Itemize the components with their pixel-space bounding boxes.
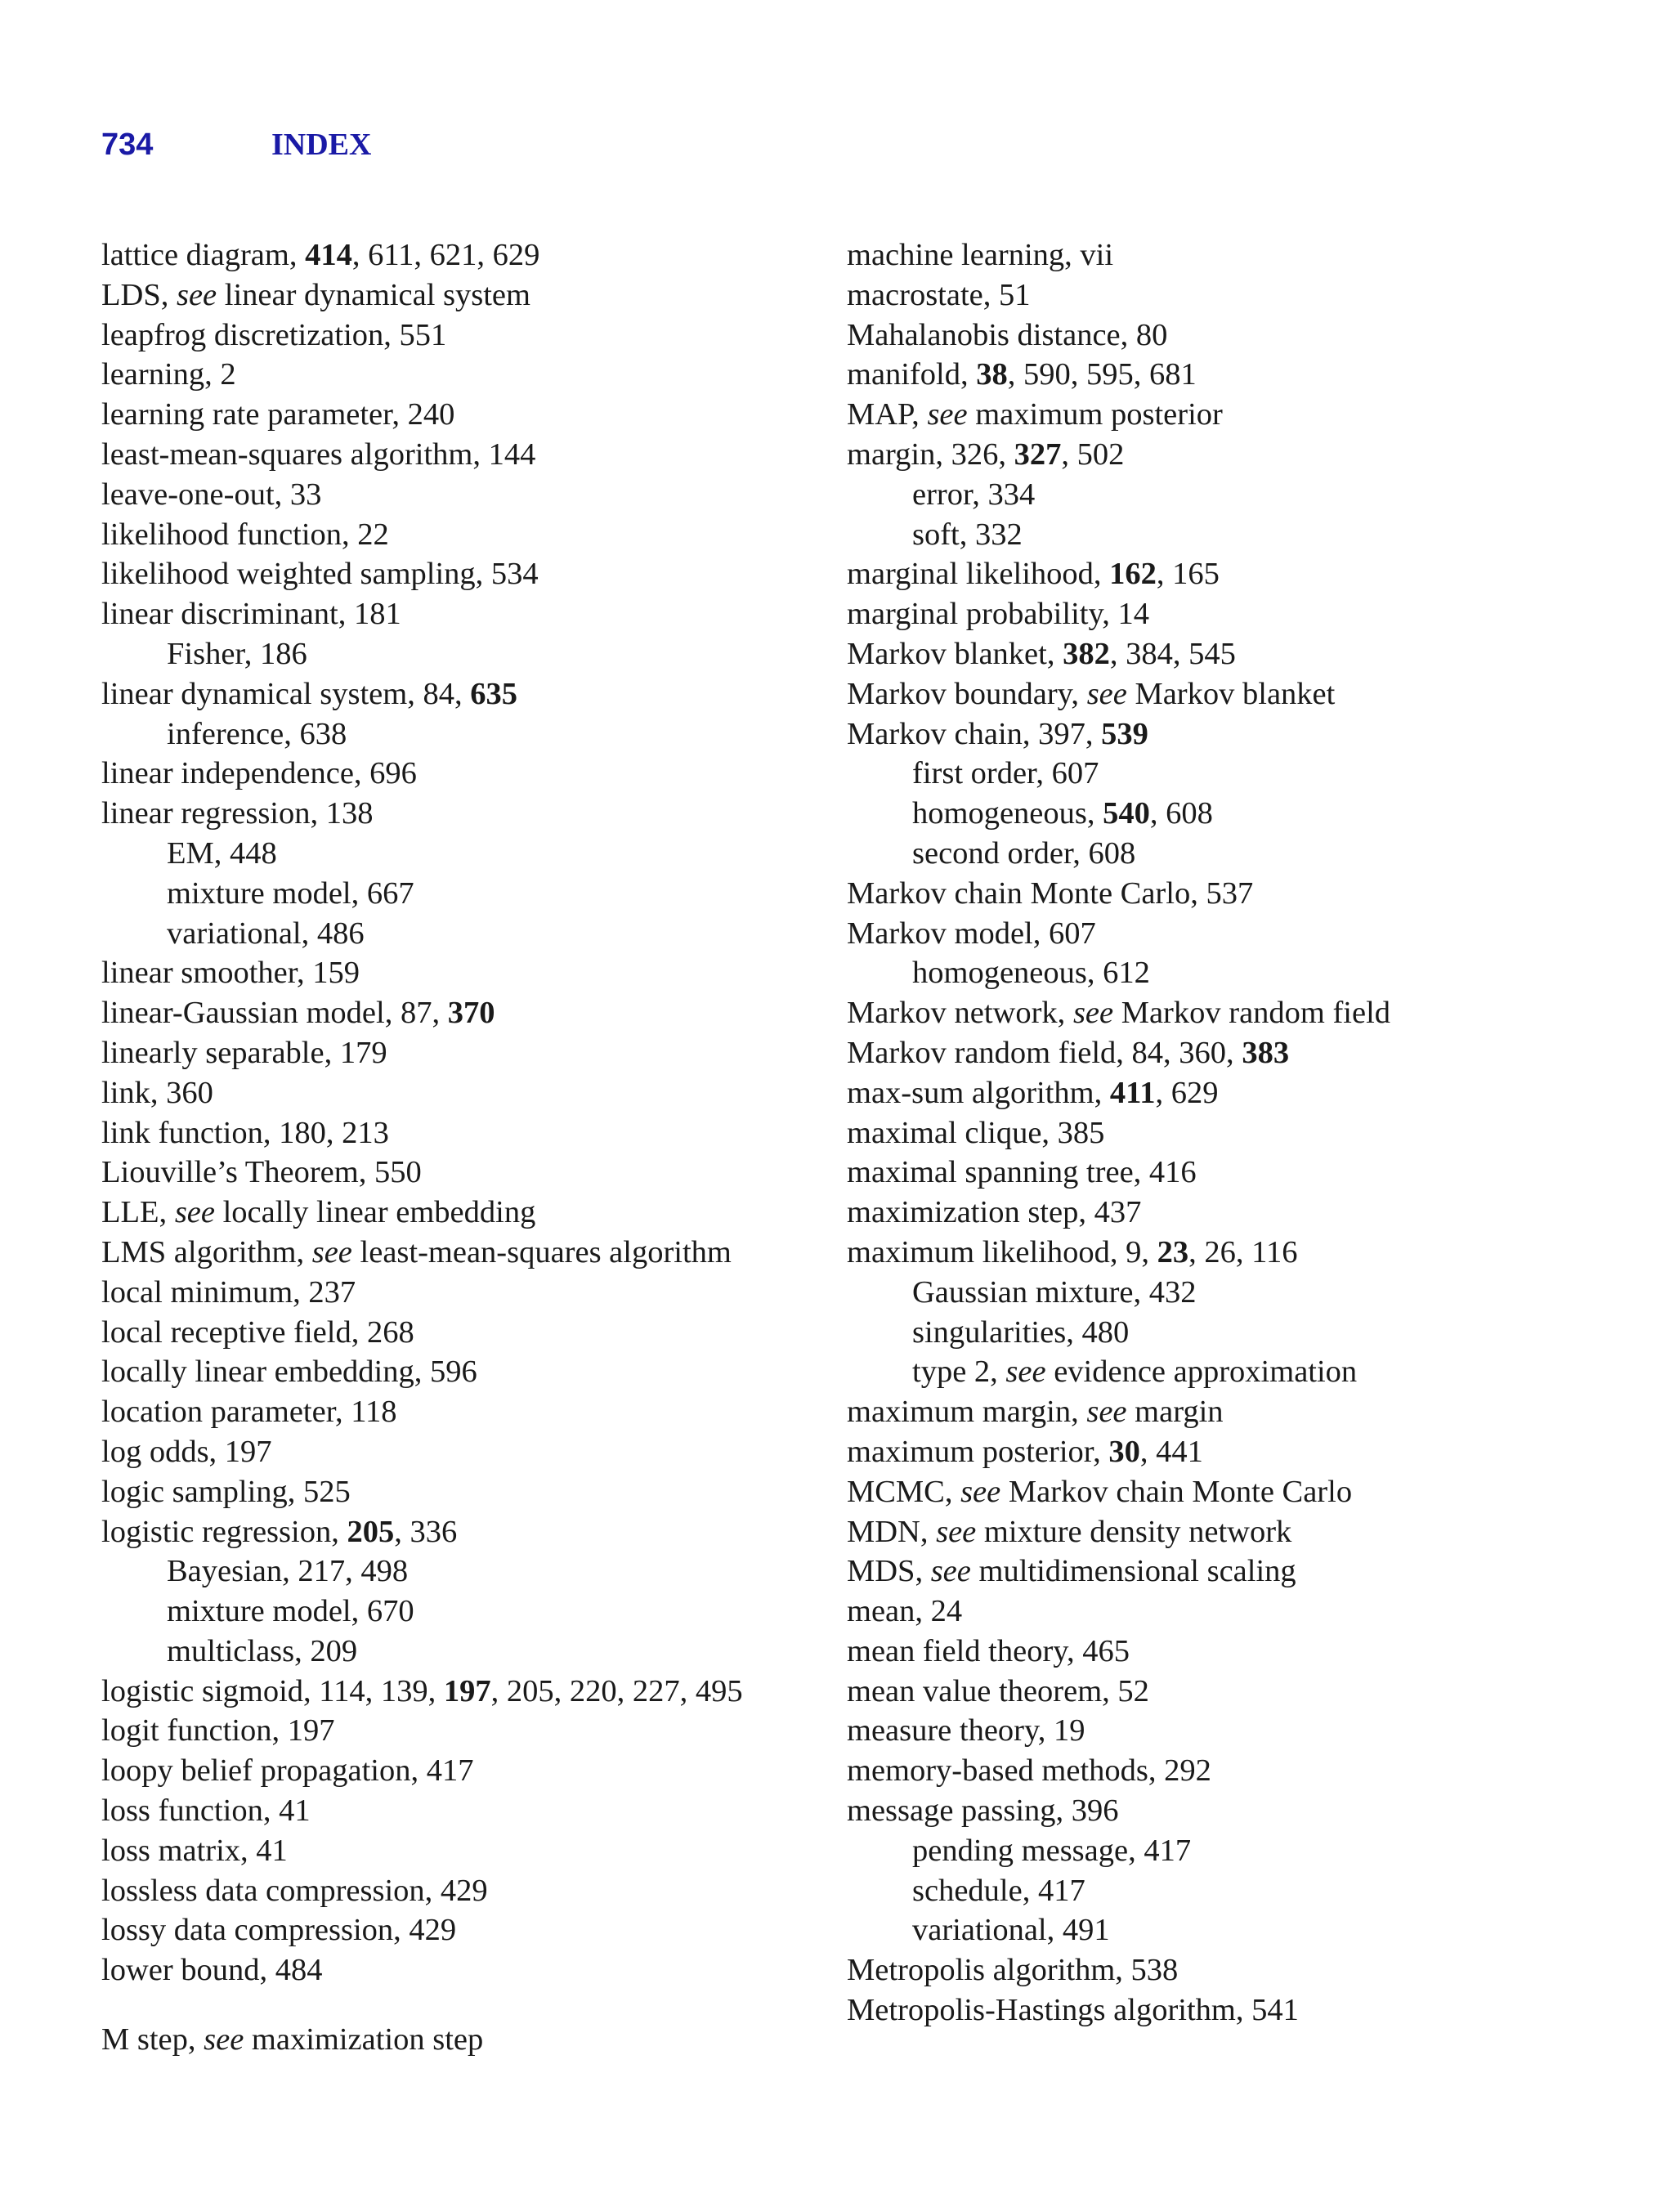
entry-text: loopy belief propagation, 417 [101,1753,474,1789]
index-entry [101,554,821,594]
index-entry [101,1233,821,1273]
entry-text: linear regression, 138 [101,796,374,831]
entry-text: Markov blanket, [847,636,1063,671]
see-reference: see [936,1514,977,1549]
entry-text: , 502 [1061,437,1125,472]
entry-text: lossy data compression, 429 [101,1913,457,1948]
entry-text: second order, 608 [912,835,1136,871]
see-reference: see [1086,1395,1127,1430]
entry-text: maximum posterior, [847,1434,1109,1469]
index-entry [101,395,821,435]
entry-text: Markov random field [1113,996,1391,1031]
entry-text: Markov network, [847,996,1073,1031]
entry-text: maximization step [244,2022,484,2058]
index-entry [847,1512,1582,1552]
entry-text: message passing, 396 [847,1793,1119,1829]
index-subentry [101,1592,821,1632]
entry-text: Bayesian, 217, 498 [167,1554,409,1589]
index-entry [101,1672,821,1712]
entry-text: MAP, [847,397,928,432]
entry-text: maximization step, 437 [847,1195,1142,1230]
index-subentry [847,1313,1582,1353]
entry-text: mixture density network [976,1514,1292,1549]
entry-text: logit function, 197 [101,1713,335,1749]
entry-text: Markov chain Monte Carlo [1000,1474,1353,1509]
index-entry [847,1432,1582,1472]
index-entry [847,714,1582,754]
index-entry [101,475,821,515]
page-number: 734 [101,128,154,162]
index-entry [101,515,821,555]
entry-text: , 590, 595, 681 [1007,357,1197,392]
entry-text: Metropolis algorithm, 538 [847,1953,1179,1988]
entry-text: log odds, 197 [101,1434,272,1469]
entry-text: locally linear embedding [214,1195,536,1230]
index-column-right [847,235,1582,2031]
index-entry [847,1592,1582,1632]
index-subentry [847,1273,1582,1313]
index-subentry [847,515,1582,555]
entry-text: lower bound, 484 [101,1953,323,1988]
entry-text: linear-Gaussian model, 87, [101,996,448,1031]
entry-text: mean field theory, 465 [847,1633,1130,1668]
index-entry [101,1910,821,1950]
primary-page-ref: 370 [447,996,495,1031]
entry-text: likelihood weighted sampling, 534 [101,557,539,592]
entry-text: manifold, [847,357,977,392]
index-entry [101,435,821,475]
entry-text: EM, 448 [167,835,277,871]
entry-text: , 205, 220, 227, 495 [490,1673,743,1708]
index-subentry [847,1871,1582,1911]
see-reference: see [174,1195,215,1230]
index-entry [101,1273,821,1313]
index-entry [101,1472,821,1512]
primary-page-ref: 414 [305,238,352,272]
index-entry [847,1153,1582,1193]
index-subentry [101,874,821,914]
entry-text: loss function, 41 [101,1793,311,1829]
primary-page-ref: 635 [470,676,517,711]
section-title: INDEX [271,128,372,162]
index-subentry [101,834,821,874]
index-entry [101,235,821,275]
index-entry [847,1711,1582,1751]
index-entry [101,1153,821,1193]
index-subentry [847,834,1582,874]
index-subentry [847,754,1582,794]
index-entry [101,355,821,395]
entry-text: marginal likelihood, [847,557,1110,592]
entry-text: local minimum, 237 [101,1274,356,1310]
entry-text: linear smoother, 159 [101,956,360,991]
entry-text: , 441 [1139,1434,1203,1469]
index-entry [101,1950,821,1990]
entry-text: Markov blanket [1126,676,1336,711]
index-entry [101,794,821,834]
index-entry [847,235,1582,275]
index-entry [847,1073,1582,1113]
entry-text: lattice diagram, [101,238,306,272]
index-entry [101,993,821,1033]
entry-text: MCMC, [847,1474,961,1509]
entry-text: mixture model, 670 [167,1594,414,1629]
entry-text: , 384, 545 [1109,636,1236,671]
entry-text: logistic regression, [101,1514,347,1549]
entry-text: , 165 [1156,557,1220,592]
index-entry [847,594,1582,634]
index-entry [847,554,1582,594]
index-entry [101,1352,821,1392]
index-entry [847,1193,1582,1233]
entry-text: least-mean-squares algorithm [351,1234,732,1269]
index-entry [847,634,1582,674]
entry-text: Fisher, 186 [167,636,307,671]
entry-text: Liouville’s Theorem, 550 [101,1155,422,1190]
entry-text: linear dynamical system [217,277,530,312]
entry-text: machine learning, vii [847,238,1114,272]
index-entry [847,435,1582,475]
entry-text: leapfrog discretization, 551 [101,317,447,352]
index-subentry [847,794,1582,834]
index-entry [847,1552,1582,1592]
entry-text: pending message, 417 [912,1833,1192,1868]
index-entry [847,1751,1582,1791]
entry-text: Markov chain Monte Carlo, 537 [847,875,1254,911]
index-column-left [101,235,821,2060]
index-entry [847,395,1582,435]
index-entry [847,1472,1582,1512]
index-entry [847,1113,1582,1153]
entry-text: locally linear embedding, 596 [101,1355,477,1390]
entry-text: soft, 332 [912,517,1023,552]
entry-text: linear dynamical system, 84, [101,676,471,711]
index-entry [101,1033,821,1073]
entry-text: type 2, [912,1355,1006,1390]
entry-text: LLE, [101,1195,175,1230]
index-entry [101,953,821,993]
index-entry [101,1831,821,1871]
index-entry [101,674,821,714]
index-subentry [101,634,821,674]
entry-text: measure theory, 19 [847,1713,1085,1749]
see-reference: see [1005,1355,1046,1390]
entry-text: MDS, [847,1554,931,1589]
entry-text: linear discriminant, 181 [101,597,401,632]
entry-text: margin [1126,1395,1224,1430]
primary-page-ref: 38 [976,357,1008,392]
see-reference: see [204,2022,244,2058]
entry-text: Metropolis-Hastings algorithm, 541 [847,1993,1299,2028]
entry-text: leave-one-out, 33 [101,477,322,512]
index-entry [101,1313,821,1353]
entry-text: mixture model, 667 [167,875,414,911]
index-entry [101,1871,821,1911]
entry-text: link, 360 [101,1075,213,1110]
entry-text: likelihood function, 22 [101,517,389,552]
index-subentry [847,1831,1582,1871]
primary-page-ref: 327 [1014,437,1062,472]
see-reference: see [311,1234,352,1269]
index-entry [101,1711,821,1751]
entry-text: homogeneous, [912,796,1103,831]
entry-text: least-mean-squares algorithm, 144 [101,437,536,472]
index-subentry [101,1552,821,1592]
index-entry [847,1632,1582,1672]
index-entry [847,1990,1582,2031]
entry-text: learning rate parameter, 240 [101,397,455,432]
entry-text: Gaussian mixture, 432 [912,1274,1197,1310]
entry-text: Markov model, 607 [847,916,1096,951]
index-entry [101,1392,821,1432]
entry-text: mean, 24 [847,1594,963,1629]
entry-text: location parameter, 118 [101,1395,397,1430]
entry-text: Markov random field, 84, 360, [847,1035,1242,1070]
index-subentry [847,1910,1582,1950]
entry-text: , 629 [1155,1075,1219,1110]
primary-page-ref: 197 [443,1673,491,1708]
see-reference: see [176,277,217,312]
index-entry [847,1033,1582,1073]
index-entry [101,754,821,794]
index-entry [847,275,1582,316]
entry-text: link function, 180, 213 [101,1115,389,1150]
entry-text: maximal clique, 385 [847,1115,1105,1150]
entry-text: lossless data compression, 429 [101,1873,488,1908]
primary-page-ref: 205 [347,1514,395,1549]
index-entry [847,674,1582,714]
index-subentry [847,953,1582,993]
entry-text: maximum posterior [967,397,1223,432]
entry-text: inference, 638 [167,716,347,751]
primary-page-ref: 162 [1109,557,1157,592]
index-entry [847,1672,1582,1712]
entry-text: loss matrix, 41 [101,1833,288,1868]
index-subentry [847,1352,1582,1392]
index-entry [101,1751,821,1791]
index-subentry [101,714,821,754]
entry-text: maximum margin, [847,1395,1087,1430]
index-entry [101,316,821,356]
primary-page-ref: 23 [1157,1234,1189,1269]
primary-page-ref: 539 [1101,716,1148,751]
entry-text: logistic sigmoid, 114, 139, [101,1673,444,1708]
index-entry [847,1791,1582,1831]
entry-text: margin, 326, [847,437,1014,472]
index-entry [847,914,1582,954]
index-entry [101,1113,821,1153]
entry-text: learning, 2 [101,357,236,392]
primary-page-ref: 383 [1242,1035,1290,1070]
index-entry [847,874,1582,914]
primary-page-ref: 382 [1063,636,1110,671]
entry-text: multiclass, 209 [167,1633,358,1668]
index-entry [847,1233,1582,1273]
entry-text: variational, 491 [912,1913,1110,1948]
index-entry [101,1791,821,1831]
entry-text: linear independence, 696 [101,756,417,791]
primary-page-ref: 30 [1108,1434,1140,1469]
index-entry [101,1193,821,1233]
index-entry [847,993,1582,1033]
entry-text: linearly separable, 179 [101,1035,387,1070]
entry-text: LDS, [101,277,177,312]
index-entry [847,1392,1582,1432]
entry-text: multidimensional scaling [970,1554,1296,1589]
index-subentry [847,475,1582,515]
entry-text: error, 334 [912,477,1036,512]
see-reference: see [930,1554,971,1589]
index-entry [101,275,821,316]
entry-text: , 608 [1149,796,1213,831]
index-entry [101,594,821,634]
entry-text: max-sum algorithm, [847,1075,1110,1110]
index-entry [101,2020,821,2060]
primary-page-ref: 540 [1103,796,1150,831]
index-entry [847,355,1582,395]
entry-text: macrostate, 51 [847,277,1031,312]
entry-text: variational, 486 [167,916,365,951]
index-entry [847,1950,1582,1990]
entry-text: , 611, 621, 629 [351,238,540,272]
entry-text: evidence approximation [1045,1355,1358,1390]
entry-text: singularities, 480 [912,1314,1130,1350]
entry-text: maximum likelihood, 9, [847,1234,1157,1269]
see-reference: see [927,397,968,432]
entry-text: first order, 607 [912,756,1099,791]
entry-text: schedule, 417 [912,1873,1085,1908]
entry-text: M step, [101,2022,204,2058]
see-reference: see [960,1474,1001,1509]
index-entry [101,1073,821,1113]
index-subentry [101,914,821,954]
index-entry [847,316,1582,356]
entry-text: maximal spanning tree, 416 [847,1155,1197,1190]
index-subentry [101,1632,821,1672]
index-entry [101,1432,821,1472]
see-reference: see [1072,996,1114,1031]
entry-text: Markov chain, 397, [847,716,1102,751]
entry-text: , 336 [394,1514,458,1549]
entry-text: Mahalanobis distance, 80 [847,317,1168,352]
entry-text: memory-based methods, 292 [847,1753,1211,1789]
index-entry [101,1512,821,1552]
entry-text: logic sampling, 525 [101,1474,351,1509]
entry-text: mean value theorem, 52 [847,1673,1149,1708]
entry-text: LMS algorithm, [101,1234,312,1269]
entry-text: , 26, 116 [1188,1234,1298,1269]
entry-text: marginal probability, 14 [847,597,1149,632]
primary-page-ref: 411 [1109,1075,1156,1110]
entry-text: MDN, [847,1514,937,1549]
entry-text: local receptive field, 268 [101,1314,414,1350]
entry-text: Markov boundary, [847,676,1087,711]
see-reference: see [1086,676,1127,711]
entry-text: homogeneous, 612 [912,956,1150,991]
